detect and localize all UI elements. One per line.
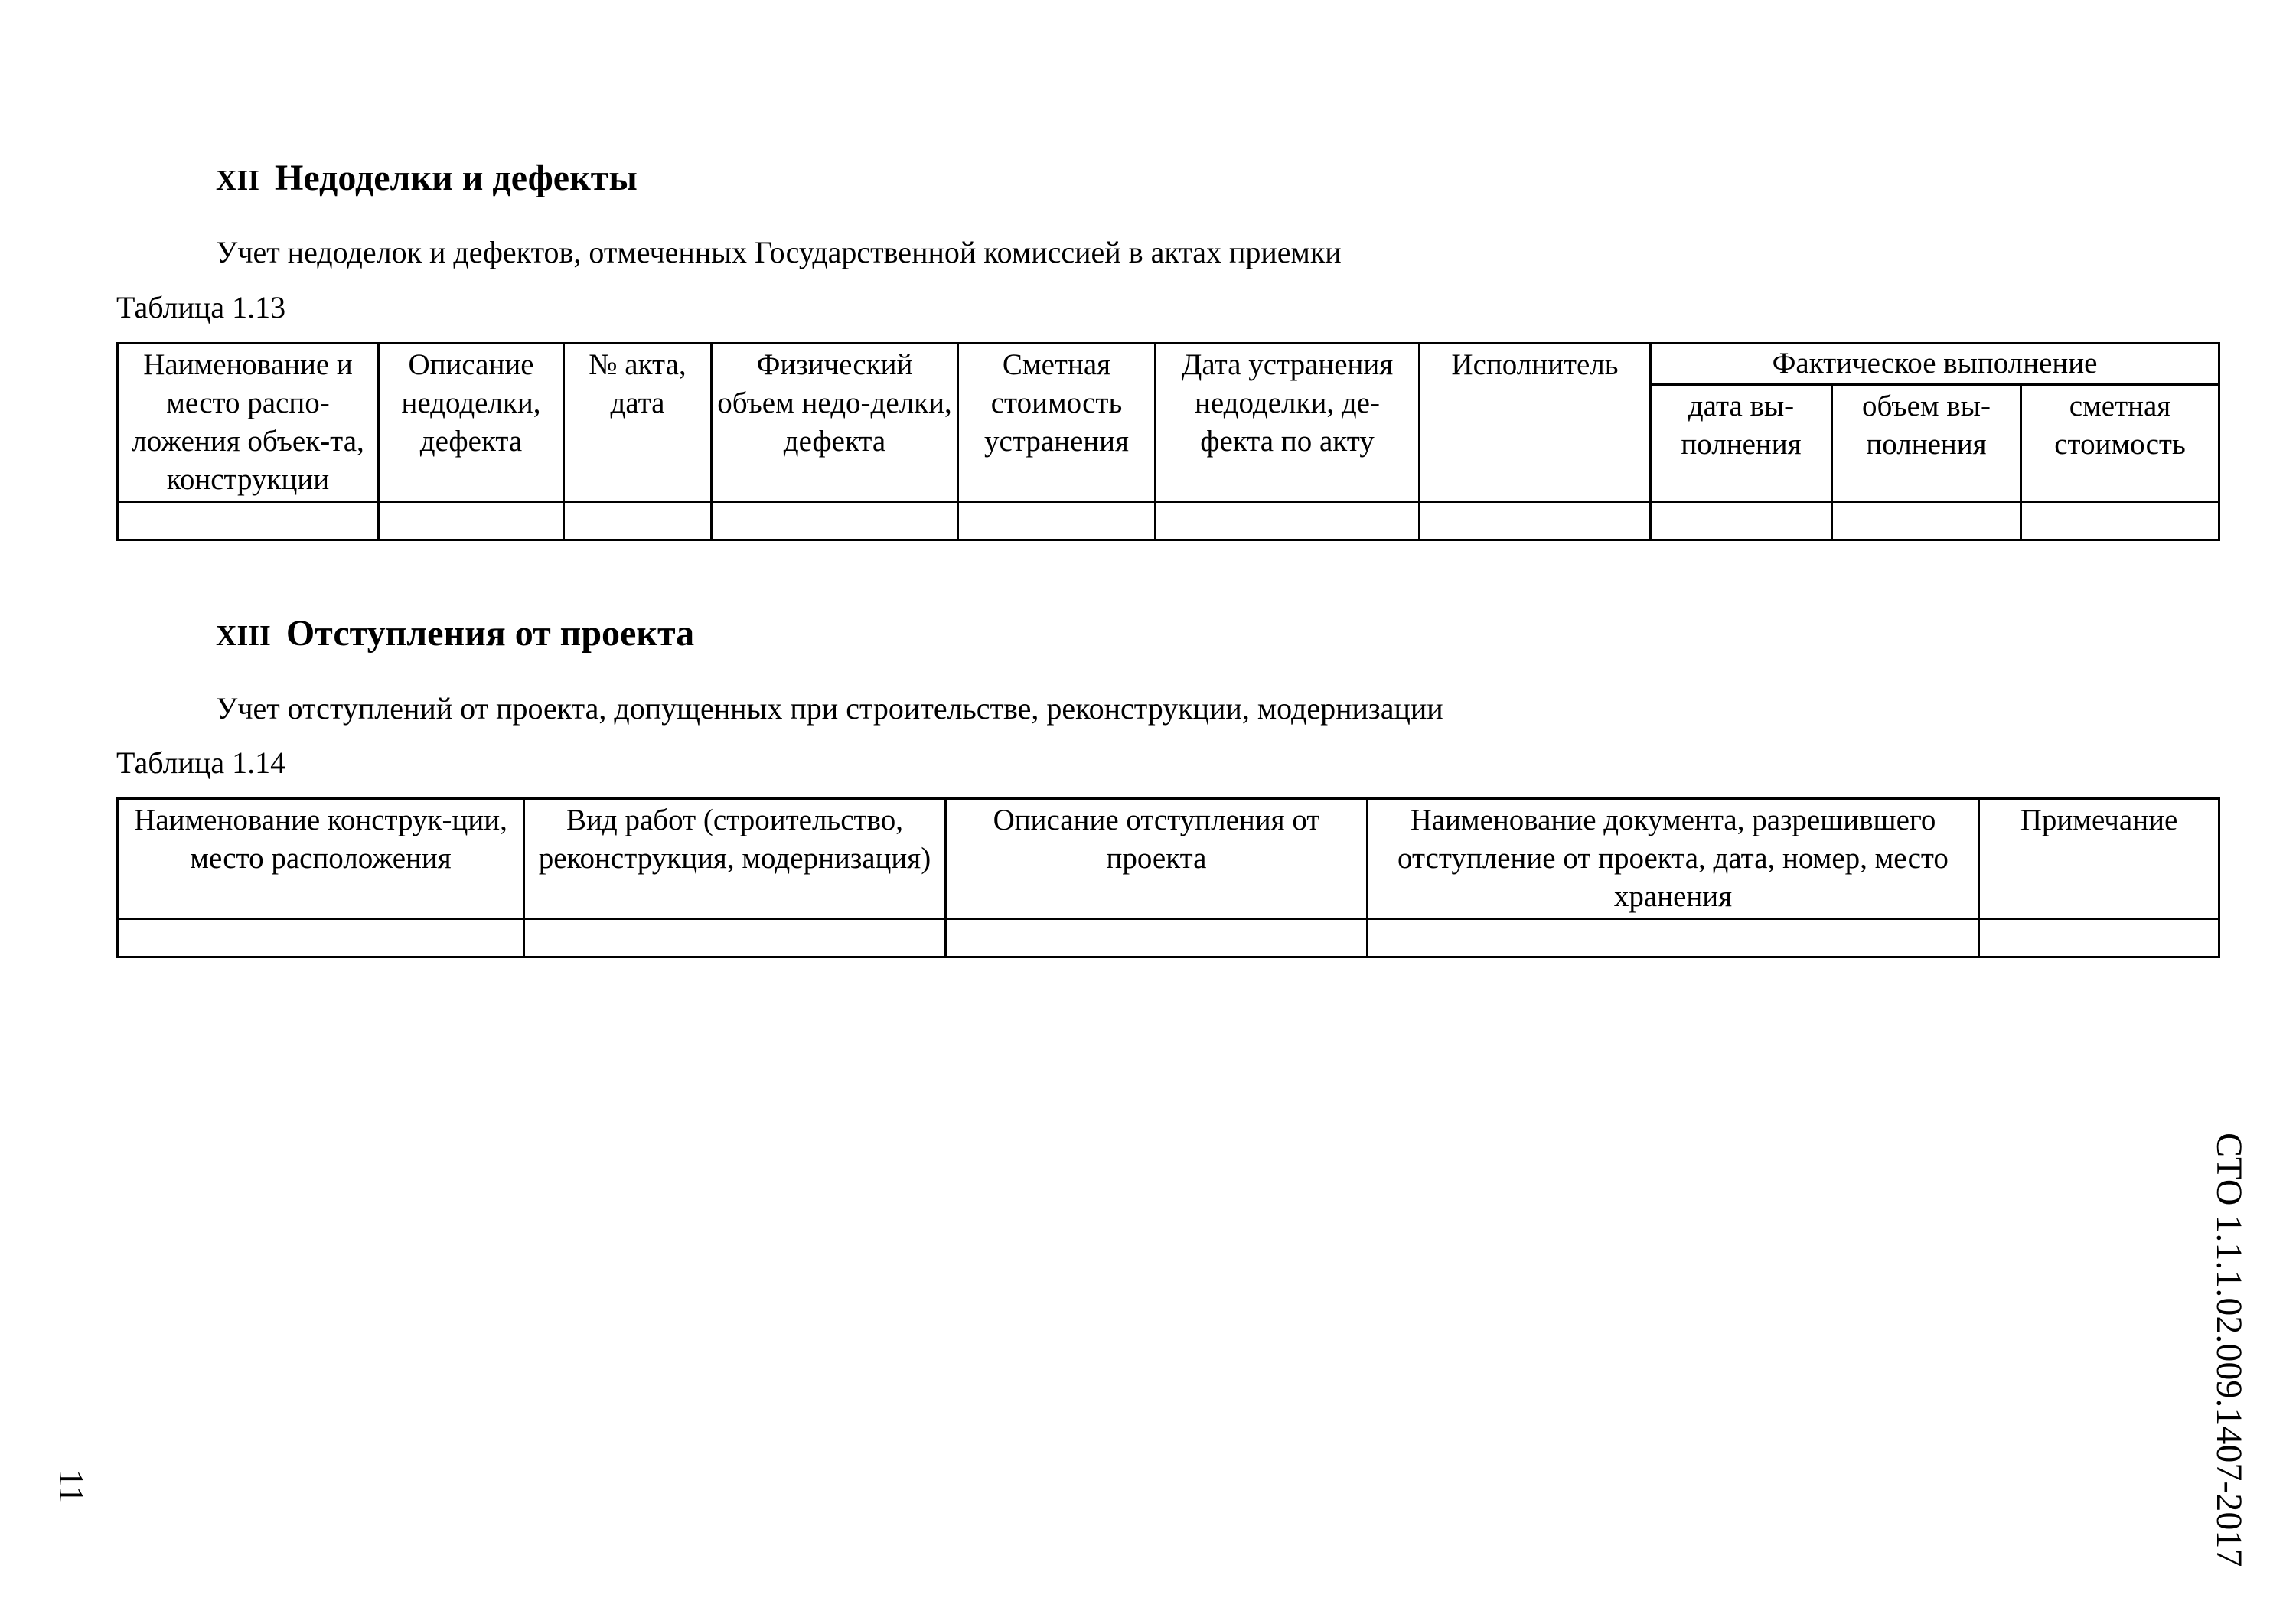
document-code: СТО 1.1.1.02.009.1407-2017 — [2209, 1133, 2249, 1567]
table-cell — [946, 919, 1368, 957]
table-1-14-caption: Таблица 1.14 — [116, 745, 286, 780]
table-cell — [1832, 502, 2021, 540]
section-13-intro: Учет отступлений от проекта, допущенных при строительстве, реконструкции, модернизации — [216, 691, 1443, 726]
header-defect-description: Описание недоделки, дефекта — [379, 344, 564, 502]
table-cell — [1368, 919, 1979, 957]
header-act-number-date: № акта, дата — [564, 344, 712, 502]
table-1-13-caption: Таблица 1.13 — [116, 290, 286, 324]
header-note: Примечание — [1979, 799, 2219, 919]
table-cell — [118, 502, 379, 540]
table-cell — [524, 919, 946, 957]
header-authorizing-document: Наименование документа, разрешившего отступление от проекта, дата, номер, место хранения — [1368, 799, 1979, 919]
table-row — [118, 502, 2219, 540]
header-executor: Исполнитель — [1420, 344, 1651, 502]
table-cell — [1651, 502, 1832, 540]
section-13-heading — [216, 612, 694, 654]
table-cell — [1156, 502, 1420, 540]
header-completion-volume: объем вы-полнения — [1832, 385, 2021, 502]
table-cell — [1420, 502, 1651, 540]
header-actual-completion: Фактическое выполнение — [1651, 344, 2219, 385]
header-estimated-cost: Сметная стоимость устранения — [958, 344, 1156, 502]
header-deviation-description: Описание отступления от проекта — [946, 799, 1368, 919]
table-1-13 — [116, 342, 2220, 541]
header-physical-volume: Физический объем недо-делки, дефекта — [712, 344, 958, 502]
table-row — [118, 919, 2219, 957]
section-12-intro: Учет недоделок и дефектов, отмеченных Государственной комиссией в актах приемки — [216, 235, 1342, 269]
table-cell — [958, 502, 1156, 540]
table-1-14 — [116, 797, 2220, 958]
table-cell — [379, 502, 564, 540]
table-cell — [118, 919, 524, 957]
header-completion-date: дата вы-полнения — [1651, 385, 1832, 502]
section-13-title: Отступления от проекта — [285, 613, 695, 654]
section-12-heading — [216, 157, 638, 199]
table-cell — [1979, 919, 2219, 957]
table-cell — [2021, 502, 2219, 540]
header-construction-location: Наименование конструк-ции, место расположения — [118, 799, 524, 919]
section-12-number: XII — [216, 165, 260, 197]
section-12-title: Недоделки и дефекты — [275, 158, 638, 198]
table-cell — [564, 502, 712, 540]
page-number: 11 — [52, 1469, 91, 1504]
header-object-location: Наименование и место распо-ложения объек-та, конструкции — [118, 344, 379, 502]
table-cell — [712, 502, 958, 540]
header-work-type: Вид работ (строительство, реконструкция, модернизация) — [524, 799, 946, 919]
header-completion-cost: сметная стоимость — [2021, 385, 2219, 502]
section-13-number: XIII — [216, 620, 271, 652]
header-fix-date: Дата устранения недоделки, де-фекта по акту — [1156, 344, 1420, 502]
